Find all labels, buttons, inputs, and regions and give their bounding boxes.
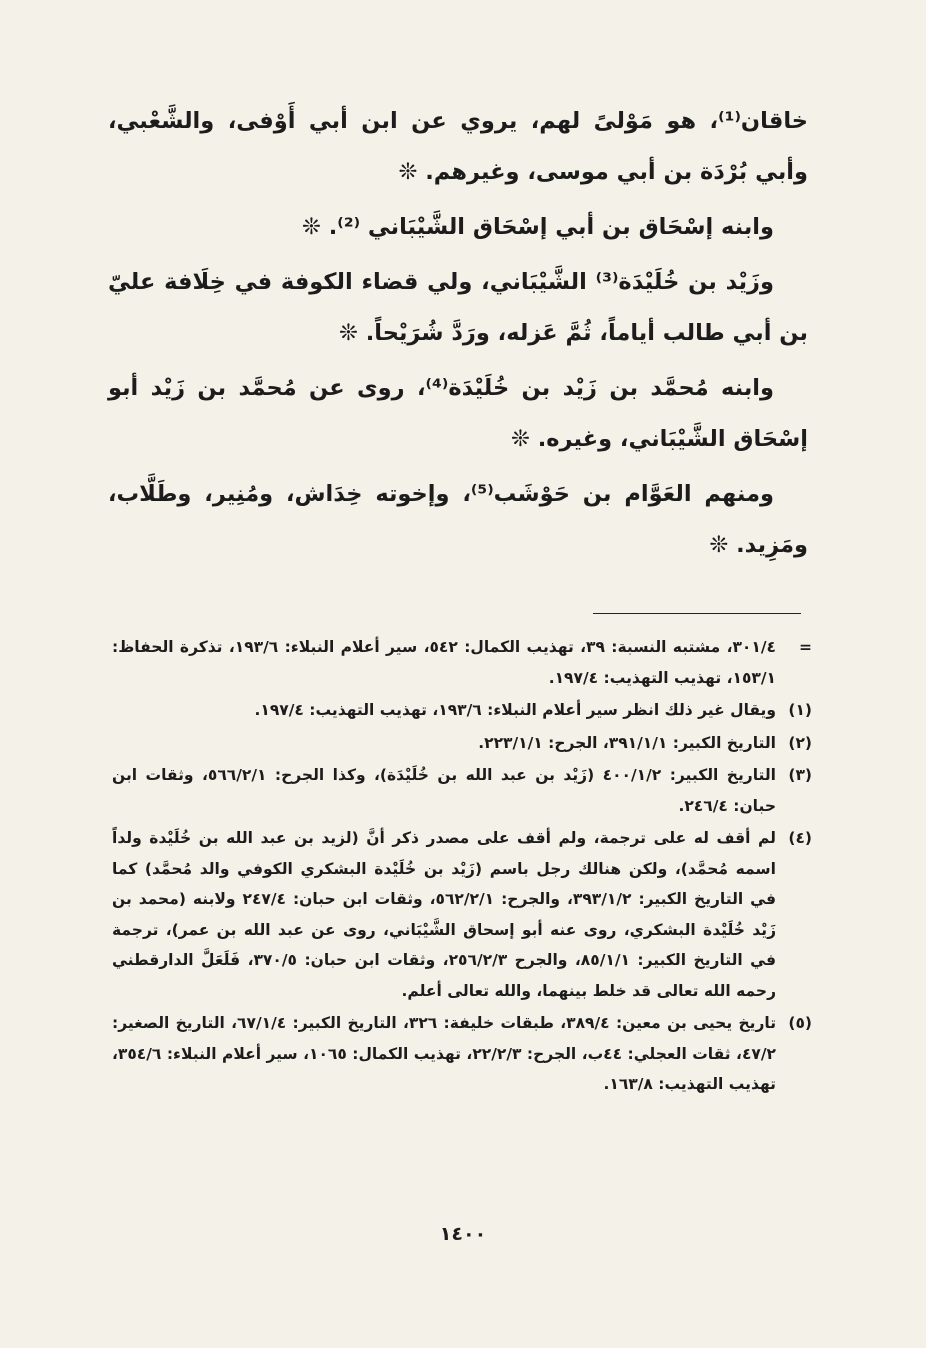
footnote-marker: (٣) [788, 766, 812, 784]
footnote-5 [112, 1008, 812, 1100]
footnote-3 [112, 760, 812, 821]
footnote-text: التاريخ الكبير: ٣٩١/١/١، الجرح: ٢٢٣/١/١. [478, 733, 776, 752]
footnote-1 [112, 695, 812, 726]
main-paragraph-1: خاقان⁽¹⁾، هو مَوْلىً لهم، يروي عن ابن أبي أَوْفى، والشَّعْبي، وأبي بُرْدَة بن أبي موسى، وغيرهم. ❊ [108, 108, 808, 185]
footnote-2 [112, 728, 812, 759]
footnote-separator-rule [593, 613, 801, 614]
footnote-continuation [112, 632, 812, 693]
page-number: ١٤٠٠ [439, 1223, 487, 1245]
main-paragraph-5: ومنهم العَوَّام بن حَوْشَب⁽⁵⁾، وإخوته خِدَاش، ومُنِير، وطَلَّاب، ومَزِيد. ❊ [108, 481, 808, 558]
footnote-text: لم أقف له على ترجمة، ولم أقف على مصدر ذكر أنَّ (لزيد بن عبد الله بن خُلَيْدة ولداً اسمه مُحمَّد)، ولكن هنالك رجل باسم (زَيْد بن خُلَيْدة البشكري الكوفي والد مُحمَّد) كما في التاريخ الكبير: ٣٩٣/١/٢، والجرح: ٥٦٢/٢/١، وثقات ابن حبان: ٢٤٧/٤ ولابنه (محمد بن زَيْد خُلَيْدة البشكري، روى عنه أبو إسحاق الشَّيْبَاني، روى عن عبد الله بن عمر)، ترجمة في التاريخ الكبير: ٨٥/١/١، والجرح ٢٥٦/٢/٣، وثقات ابن حبان: ٣٧٠/٥، فَلَعَلَّ الدارقطني رحمه الله تعالى قد خلط بينهما، والله تعالى أعلم. [112, 829, 777, 1000]
footnote-text: ويقال غير ذلك انظر سير أعلام النبلاء: ١٩٣/٦، تهذيب التهذيب: ١٩٧/٤. [254, 701, 776, 719]
footnote-marker: (٢) [788, 733, 812, 752]
footnote-text: تاريخ يحيى بن معين: ٣٨٩/٤، طبقات خليفة: ٣٢٦، التاريخ الكبير: ٦٧/١/٤، التاريخ الصغير: ٤٧/٢، ثقات العجلي: ٤٤ب، الجرح: ٢٢/٢/٣، تهذيب الكمال: ١٠٦٥، سير أعلام النبلاء: ٣٥٤/٦، تهذيب التهذيب: ١٦٣/٨. [112, 1014, 777, 1093]
footnote-4 [112, 823, 812, 1006]
footnote-marker: (٥) [788, 1014, 812, 1032]
footnote-marker: (٤) [788, 829, 812, 847]
footnote-text: التاريخ الكبير: ٤٠٠/١/٢ (زَيْد بن عبد الله بن خُلَيْدَة)، وكذا الجرح: ٥٦٦/٢/١، وثقات ابن حبان: ٢٤٦/٤. [112, 766, 776, 815]
footnote-text: ٣٠١/٤، مشتبه النسبة: ٣٩، تهذيب الكمال: ٥٤٢، سير أعلام النبلاء: ١٩٣/٦، تذكرة الحفاظ: ١٥٣/١، تهذيب التهذيب: ١٩٧/٤. [112, 638, 776, 687]
footnote-marker: (١) [788, 701, 812, 719]
footnotes-section [112, 632, 812, 1102]
main-paragraph-4: وابنه مُحمَّد بن زَيْد بن خُلَيْدَة⁽⁴⁾، روى عن مُحمَّد بن زَيْد أبو إسْحَاق الشَّيْبَاني، وغيره. ❊ [108, 375, 808, 452]
main-paragraph-3: وزَيْد بن خُلَيْدَة⁽³⁾ الشَّيْبَاني، ولي قضاء الكوفة في خِلَافة عليّ بن أبي طالب أياماً، ثُمَّ عَزله، ورَدَّ شُرَيْحاً. ❊ [108, 269, 808, 346]
main-text-body [108, 96, 808, 575]
main-paragraph-2: وابنه إسْحَاق بن أبي إسْحَاق الشَّيْبَاني ⁽²⁾. ❊ [302, 214, 774, 240]
footnote-marker: = [799, 638, 812, 656]
